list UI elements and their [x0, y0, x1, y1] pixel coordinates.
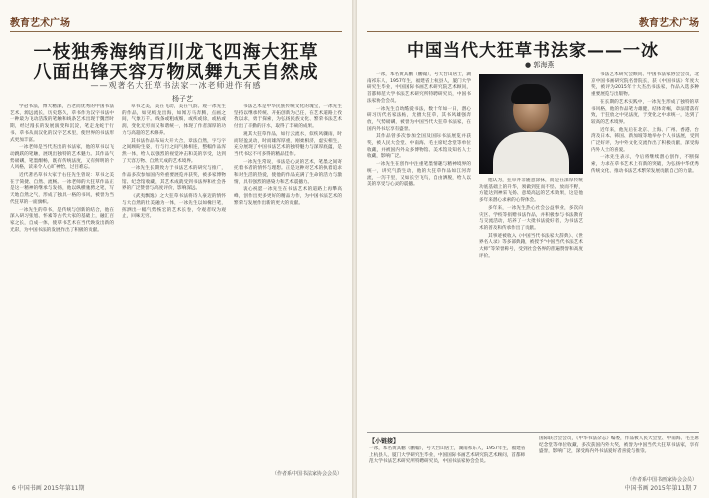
- paragraph: 其事迹被收入《中国当代书法家大辞典》、《世界名人录》等多部典籍，被授予“中国当代书法艺术大师”等荣誉称号，受到社会各界的普遍赞誉和高度评价。: [479, 233, 583, 259]
- paragraph: 其作品曾多次参加全国及国际书法展览并获奖，被人民大会堂、中南海、毛主席纪念堂等单位收藏，并被国内外众多博物馆、美术馆及知名人士收藏，影响广泛。: [367, 134, 471, 160]
- paragraph: 他认为，狂草并非随意涂抹，而是在深厚传统功底基础上的升华，须做到狂而不怪、放而不野，方能达到神采飞扬、意境高远的艺术效果，这是他多年来潜心求索的心得体会。: [479, 178, 583, 204]
- left-page: [0, 0, 352, 498]
- author-marker-icon: ●: [525, 61, 534, 69]
- body-column-3: [234, 104, 342, 478]
- paragraph: 观其大狂草作品，如行云流水，似疾风骤雨，时而轻盈灵动，时而雄浑厚重，刚柔相济，虚实相生，充分展现了中国书法艺术的独特魅力与深厚底蕴，是当代书坛不可多得的精品佳作。: [234, 131, 342, 157]
- portrait-hair: [511, 84, 551, 104]
- paragraph: 一冰先生长期致力于书法艺术的研究与推广，作品多次参加国内外重要展览并获奖，被多家博物馆、纪念馆收藏，其艺术成就受到书法界和社会各界的广泛赞誉与高度评价，影响深远。: [122, 166, 226, 192]
- paragraph: 一冰先生自幼酷爱书法，数十年如一日，潜心研习历代名家法帖，尤擅大狂草，其书风雄强奔放，气势磅礴，被誉为中国当代大狂草书法家，在国内外书坛享有盛誉。: [367, 106, 471, 132]
- paragraph: 书法艺术是中华民族传统文化的瑰宝，一冰先生坚持以继承传统、开拓创新为己任，在艺术道路上孜孜以求，勇于探索，为弘扬民族文化、繁荣书法艺术付出了辛勤的汗水，取得了丰硕的成果。: [234, 104, 342, 130]
- paragraph: 其书法作品布局大开大合，章法自然，字与字之间顾盼生姿，行与行之间气脉相连，整幅作品浑然一体，给人以强烈的视觉冲击和美的享受，达到了天容万物、自然天成的艺术境界。: [122, 138, 226, 164]
- column-tag: 教育艺术广场: [10, 18, 70, 29]
- paragraph: 草书之美，美在飞动，美在气韵。观一冰先生的作品，如见蛟龙出海，如闻万马奔腾，点画之间，气象万千。线条或粗或细，或疾或徐，或枯或润，变化无穷而又和谐统一，体现了作者深厚的功力与高超的艺术修养。: [122, 104, 226, 136]
- page-footer: 6 中国书画 2015年第11期: [12, 485, 85, 492]
- portrait-shirt: [493, 132, 569, 174]
- column-tag: 教育艺术广场: [639, 18, 699, 29]
- article-subtitle: ——观著名大狂草书法家一冰老师进作有感: [90, 81, 262, 90]
- paragraph: 一冰先生在创作中注重笔墨情趣与精神境界的统一，讲究气韵生动，他的大狂草作品如江河奔流，一泻千里，又如长空飞鸟，自由洒脱，给人以美的享受与心灵的震撼。: [367, 162, 471, 188]
- right-page: [357, 0, 709, 498]
- author-note: （作者系中国书画家协会会员）: [626, 477, 697, 483]
- article-title-line-2: 八面出锋天容万物凤舞九天自然成: [33, 62, 319, 83]
- paragraph: 一冰老师是当代杰出的书法家，他的草书以飞动跳跃的笔触，展现出独特的艺术魅力。其作品气势磅礴，笔墨酣畅，既有传统法度，又有鲜明的个人风格，读来令人心旷神怡，过目难忘。: [10, 145, 114, 171]
- body-column-1: [10, 104, 114, 478]
- header-rule: [10, 31, 342, 32]
- paragraph: 学冠书法，博大精深，古老而优秀的中国书法艺术，源远流长，历史悠久，草书作为汉字书法中一种最为飞动活泼的笔触和线条艺术出现于魏晋时期，经过漫长的发展演变和沉淀，笔走龙蛇于行书、草书从而汉化的汉字艺术里，使世界的书法形式更加丰富。: [10, 104, 114, 143]
- bio-divider: [367, 432, 699, 433]
- author-note: （作者系中国书法家协会会员）: [271, 471, 342, 477]
- paragraph: 近年来，他先后在北京、上海、广州、香港、台湾及日本、韩国、新加坡等地举办个人书法展，受到广泛好评，为中外文化交流作出了积极贡献，深受海内外人士的喜爱。: [591, 127, 699, 153]
- bio-text: 一冰，本名黄其鹏（鹏翰），号天台山居士，湖南祁东人，1957年生，福建省上杭县人，厦门大学研究生毕业，中国国际书画艺术研究院艺术顾问，首都师范大学书法艺术研究所特聘研究员，中国书法家协会会员。: [369, 446, 526, 464]
- paragraph: 在长期的艺术实践中，一冰先生形成了独特的草书风格，他的作品笔力雄健，结体奇崛，章法错落有致，于狂放之中见法度，于变化之中求统一，达到了较高的艺术境界。: [591, 99, 699, 125]
- paragraph: 衷心祝愿一冰先生在书法艺术的道路上再攀高峰，创作出更多更好的精品力作，为中国书法艺术的繁荣与发展作出新的更大的贡献。: [234, 187, 342, 206]
- article-title: 中国当代大狂草书法家——一冰: [407, 41, 659, 61]
- body-column-2: [479, 178, 583, 428]
- author-portrait: [479, 74, 583, 174]
- bio-text-continued: 国际联合会会员，《中华书法杂志》编委，作品被人民大会堂、中南海、毛主席纪念堂等单位收藏，多次获国内外大奖，被誉为中国当代大狂草书法家，享有盛誉，影响广泛，深受海内外书法爱好者喜爱与推崇。: [539, 436, 699, 454]
- paragraph: 多年来，一冰先生热心社会公益事业，多次向灾区、学校等捐赠书法作品，并积极参与书法教育与交流活动，培养了一大批书法爱好者，为书法艺术的普及和传承作出了贡献。: [479, 205, 583, 231]
- bio-label: 【小链接】: [369, 438, 400, 445]
- paragraph: 一冰先生表示，今后将继续潜心创作，不断探索，力求在草书艺术上有新的突破，为弘扬中华优秀传统文化、推动书法艺术繁荣发展贡献自己的力量。: [591, 155, 699, 174]
- body-column-1: [367, 72, 471, 428]
- author-name: 郭海燕: [533, 61, 555, 69]
- page-footer: 中国书画 2015年第11期 7: [624, 485, 697, 492]
- paragraph: 近代著名草书大家于右任先生曾说：草书之美在于简捷、自然、流畅。一冰老师的大狂草作品正是这一精神的继承与发扬，他以纵横驰骋之笔，写天地自然之气，形成了独具一格的书风，被誉为当代狂草的一面旗帜。: [10, 173, 114, 205]
- article-author: 杨子艺: [172, 95, 193, 103]
- body-column-2: [122, 104, 226, 478]
- paragraph: 书法艺术研究会顾问、中国书法家协会会员，北京中国书画研究院名誉院长，获《中国书法》年度大奖，被评为2015年十大杰出书法家，作品入选多种重要展览与出版物。: [591, 72, 699, 98]
- paragraph: 一冰，本名黄其鹏（鹏翰），号天台山居士，湖南祁东人，1957年生，福建省上杭县人，厦门大学研究生毕业，中国国际书画艺术研究院艺术顾问，首都师范大学书法艺术研究所特聘研究员，中国书法家协会会员。: [367, 72, 471, 104]
- article-author: [525, 60, 554, 70]
- body-column-3: [591, 72, 699, 428]
- article-title-line-1: 一枝独秀海纳百川龙飞四海大狂草: [33, 42, 319, 63]
- paragraph: 《武夷飘逸》之大狂草书法将诗人豪迈的情怀与大自然的壮美融为一体，一冰先生以如椽巨笔，挥洒出一幅气势恢宏的艺术长卷，令观者叹为观止，回味无穷。: [122, 194, 226, 220]
- header-rule: [367, 31, 699, 32]
- paragraph: 一冰先生常说，书法是心灵的艺术，笔墨之间寄托着书者的情怀与理想。正是这种对艺术的执着追求和对生活的热爱，使他的作品充满了生命的活力与激情，具有强烈的感染力和艺术震撼力。: [234, 159, 342, 185]
- paragraph: 一冰先生的草书，是传统与创新的结合，他在深入研习张旭、怀素等古代大家的基础上，融汇百家之长，自成一体，使草书艺术在当代焕发出新的光彩，为中国书法的发展作出了积极的贡献。: [10, 207, 114, 233]
